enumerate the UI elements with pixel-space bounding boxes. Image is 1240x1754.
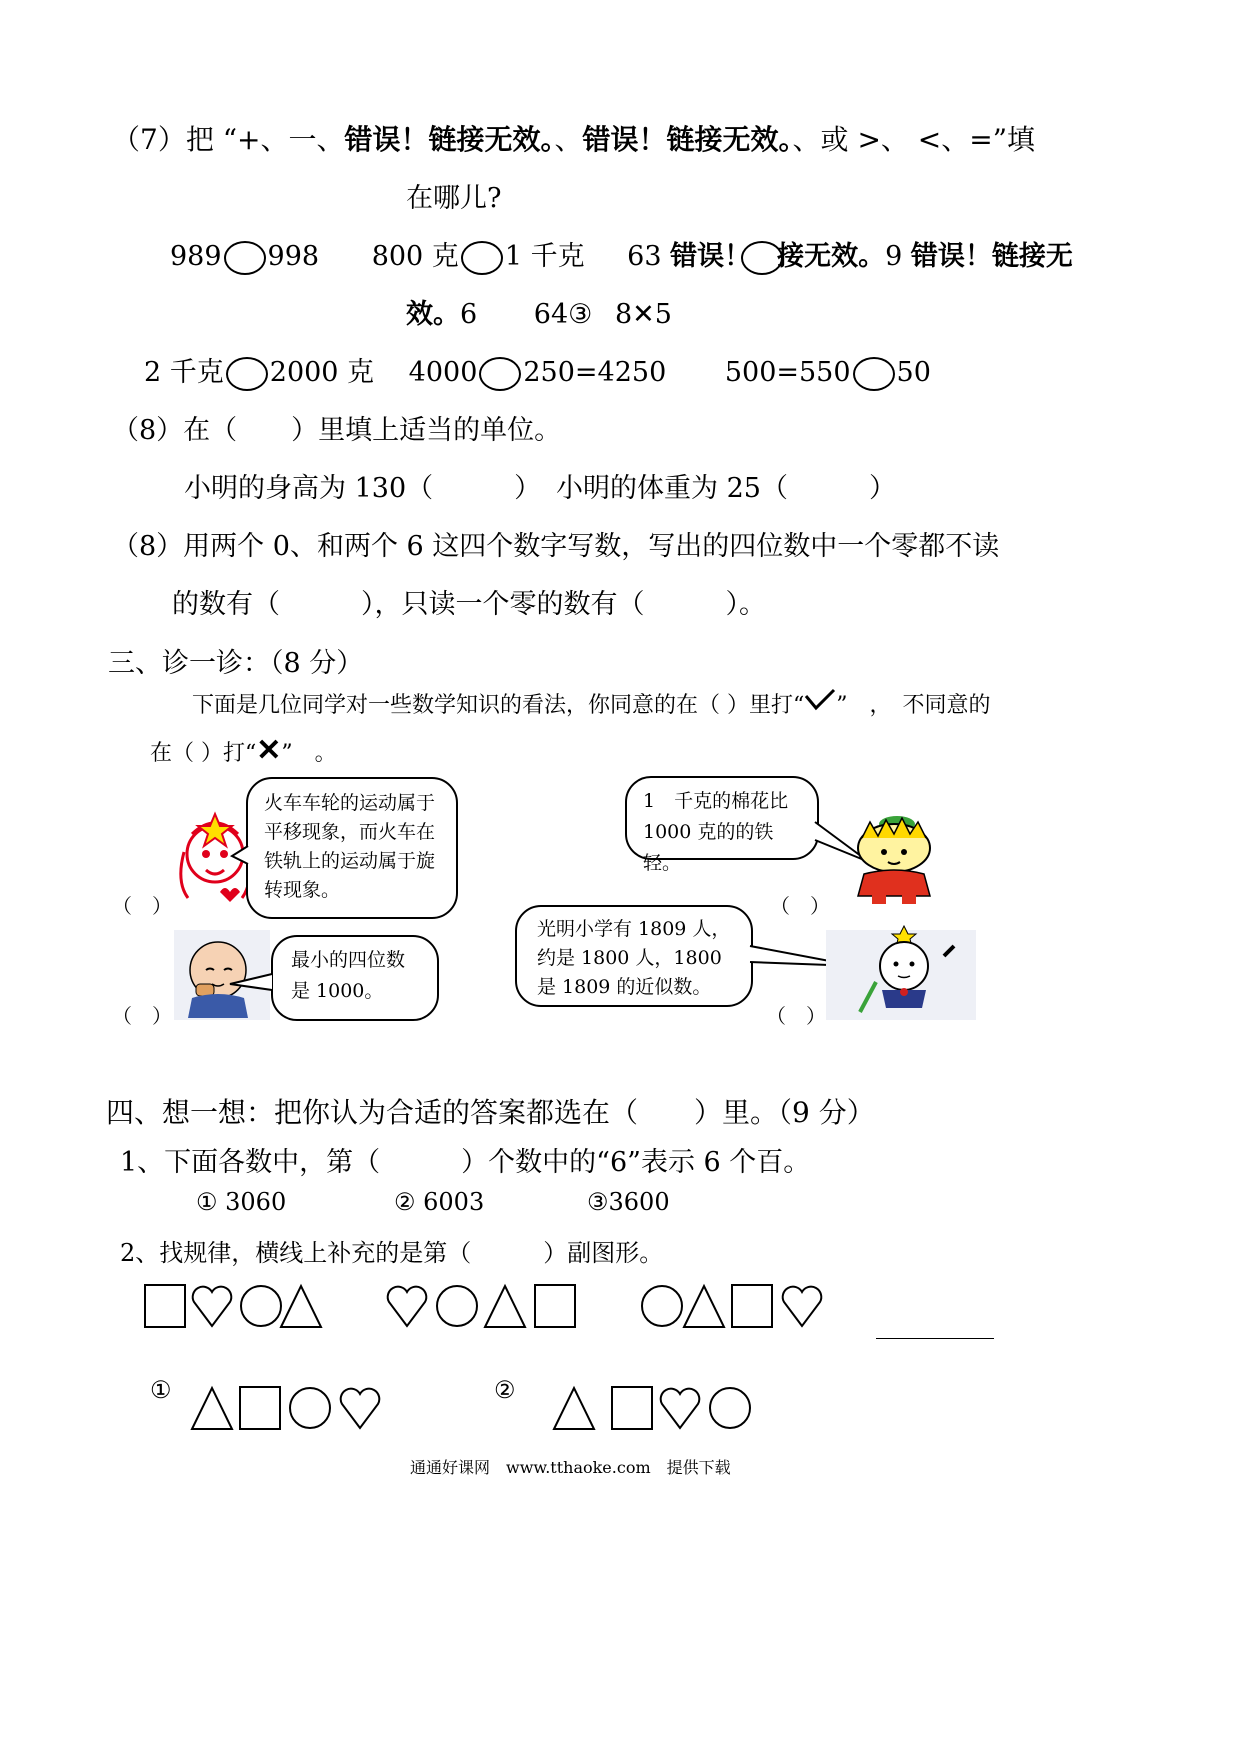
triangle-shape <box>192 1388 232 1429</box>
option-1[interactable]: ① 3060 <box>196 1188 287 1216</box>
q7-text-a: （7）把 “+、一、 <box>112 123 345 156</box>
bubble-tail <box>230 974 274 994</box>
answer-oval[interactable] <box>226 357 268 391</box>
q7-value: 998 <box>267 241 320 272</box>
q7-value: 800 克 <box>371 241 459 272</box>
section3-intro-line1 <box>192 688 991 719</box>
leafy-kid-illustration <box>842 808 952 908</box>
error-text-4b: 效。 <box>406 299 460 330</box>
answer-option-1-shapes[interactable] <box>188 1382 388 1434</box>
heart-shape <box>341 1389 380 1428</box>
triangle-shape <box>485 1286 525 1327</box>
answer-blank-line[interactable] <box>876 1338 994 1339</box>
section4-title: 四、想一想：把你认为合适的答案都选在（ ）里。（9 分） <box>106 1096 875 1129</box>
section3-intro-line2 <box>150 733 337 768</box>
circle-shape <box>290 1388 330 1428</box>
bubble-tail <box>232 846 252 866</box>
q7-value: 64③ <box>533 299 593 330</box>
answer-paren-1[interactable]: （ ） <box>112 894 172 918</box>
q7-line2: 在哪儿? <box>406 183 502 214</box>
error-text-2: 错误！链接无效。 <box>582 123 793 156</box>
speech-bubble-3: 最小的四位数是 1000。 <box>271 935 439 1021</box>
q7-value: 6 <box>460 299 478 330</box>
heart-shape <box>388 1287 427 1326</box>
q7-value: 4000 <box>408 357 478 388</box>
q7-row3 <box>144 350 931 391</box>
error-text-3b: 接无效。 <box>777 241 886 272</box>
q8b-line1: （8）用两个 0、和两个 6 这四个数字写数，写出的四位数中一个零都不读 <box>112 531 1000 562</box>
heart-shape <box>661 1389 700 1428</box>
q7-value: 2000 克 <box>269 357 375 388</box>
q8b-line2: 的数有（ ），只读一个零的数有（ ）。 <box>172 589 766 620</box>
q7-text-b: 、或 >、 <、=”填 <box>792 123 1036 156</box>
q7-value: 63 <box>627 241 671 272</box>
answer-paren-2[interactable]: （ ） <box>770 894 830 918</box>
q8a-weight: 小明的体重为 25（ ） <box>556 473 896 504</box>
triangle-shape <box>684 1286 724 1327</box>
intro-text: ” 。 <box>281 741 337 766</box>
error-text-4: 错误！链接无 <box>910 241 1073 272</box>
answer-oval[interactable] <box>461 241 503 275</box>
q8a-height: 小明的身高为 130（ ） <box>184 473 542 504</box>
round-kid-illustration <box>826 926 976 1020</box>
option-3[interactable]: ③3600 <box>587 1188 670 1216</box>
answer-option-2-shapes[interactable] <box>550 1382 760 1434</box>
triangle-shape <box>554 1388 594 1429</box>
intro-text: ” ， 不同意的 <box>836 693 991 718</box>
speech-bubble-1: 火车车轮的运动属于平移现象，而火车在铁轨上的运动属于旋转现象。 <box>246 777 458 919</box>
square-shape <box>240 1387 280 1429</box>
page-footer: 通通好课网 www.tthaoke.com 提供下载 <box>410 1458 731 1477</box>
speech-bubble-4: 光明小学有 1809 人，约是 1800 人，1800 是 1809 的近似数。 <box>515 905 753 1007</box>
square-shape <box>145 1285 185 1327</box>
q7-value: 1 千克 <box>504 241 585 272</box>
circle-shape <box>710 1388 750 1428</box>
shape-group-2 <box>385 1280 585 1332</box>
intro-text: 在（ ）打“ <box>150 741 257 766</box>
q7-separator: 、 <box>554 123 583 156</box>
intro-text: 下面是几位同学对一些数学知识的看法，你同意的在（ ）里打“ <box>192 693 805 718</box>
answer-oval[interactable] <box>853 357 895 391</box>
section4-q2: 2、找规律，横线上补充的是第（ ）副图形。 <box>120 1239 664 1267</box>
triangle-shape <box>281 1286 321 1327</box>
answer-option-2-label[interactable]: ② <box>494 1376 516 1404</box>
answer-option-1-label[interactable]: ① <box>150 1376 172 1404</box>
shape-group-3 <box>640 1280 830 1332</box>
heart-shape <box>193 1287 232 1326</box>
q7-value: 250=4250 <box>523 357 667 388</box>
shape-group-1 <box>140 1280 330 1332</box>
cross-icon: ✕ <box>256 733 282 768</box>
heart-shape <box>783 1287 822 1326</box>
circle-shape <box>642 1286 682 1326</box>
error-text-1: 错误！链接无效。 <box>344 123 555 156</box>
q7-value: 8✕5 <box>614 299 672 330</box>
q7-value: 50 <box>896 357 931 388</box>
q7-value: 500=550 <box>724 357 851 388</box>
q8a-title: （8）在（ ）里填上适当的单位。 <box>112 415 562 446</box>
option-2[interactable]: ② 6003 <box>394 1188 485 1216</box>
answer-oval[interactable] <box>224 241 266 275</box>
circle-shape <box>241 1286 281 1326</box>
answer-oval[interactable] <box>479 357 521 391</box>
square-shape <box>535 1285 575 1327</box>
q7-line1 <box>112 118 1035 158</box>
square-shape <box>612 1387 652 1429</box>
section3-title: 三、诊一诊：（8 分） <box>108 648 364 679</box>
answer-paren-4[interactable]: （ ） <box>766 1004 826 1028</box>
q7-value: 9 <box>885 241 911 272</box>
checkmark-icon <box>804 688 836 718</box>
q7-row2 <box>406 292 672 331</box>
speech-bubble-2: 1 千克的棉花比1000 克的的铁轻。 <box>625 776 819 860</box>
q7-value: 989 <box>170 241 222 272</box>
section4-q1: 1、下面各数中，第（ ）个数中的“6”表示 6 个百。 <box>120 1147 811 1178</box>
circle-shape <box>437 1286 477 1326</box>
error-text-3: 错误！ <box>670 241 752 272</box>
answer-paren-3[interactable]: （ ） <box>112 1004 172 1028</box>
q7-row1 <box>170 234 1073 275</box>
q7-value: 2 千克 <box>144 357 224 388</box>
square-shape <box>732 1285 772 1327</box>
